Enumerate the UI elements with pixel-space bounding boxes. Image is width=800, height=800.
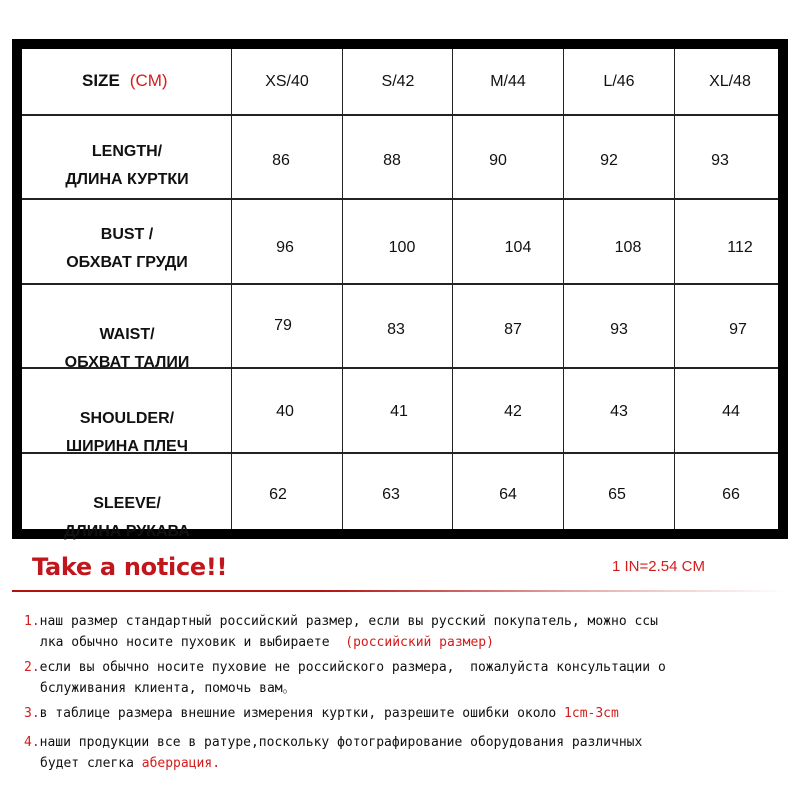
notice-list	[24, 611, 784, 778]
unit-label: (CM)	[129, 71, 168, 90]
table-cell: 92	[600, 152, 618, 169]
table-cell: 88	[383, 152, 401, 169]
item-text: будет слегка	[40, 756, 142, 771]
item-text: если вы обычно носите пуховие не российского размера, пожалуйста консультации о	[39, 660, 666, 675]
row-label-ru: ДЛИНА КУРТКИ	[65, 171, 189, 188]
size-label: SIZE	[82, 71, 120, 90]
item-highlight: 1cm-3cm	[564, 706, 619, 721]
table-cell: 83	[387, 321, 405, 338]
row-label-sleeve	[22, 490, 232, 546]
unit-conversion: 1 IN=2.54 CM	[612, 558, 705, 575]
table-cell: 87	[504, 321, 522, 338]
table-cell: 79	[274, 317, 292, 334]
table-cell: 62	[269, 486, 287, 503]
item-number: 2.	[24, 660, 40, 675]
item-highlight: аберрация.	[141, 756, 221, 771]
row-label-ru: ДЛИНА РУКАВА	[64, 523, 190, 540]
row-divider	[22, 114, 778, 116]
item-text: бслуживания клиента, помочь вам。	[40, 681, 296, 696]
table-cell: 104	[504, 239, 532, 256]
size-column-header: XS/40	[265, 73, 309, 90]
row-divider	[22, 198, 778, 200]
item-number: 4.	[24, 735, 40, 750]
size-column-header: S/42	[381, 73, 415, 90]
table-cell: 44	[722, 403, 740, 420]
column-divider	[342, 49, 343, 529]
row-label-length	[22, 138, 232, 194]
row-label-en: SHOULDER/	[79, 410, 175, 427]
table-cell: 97	[729, 321, 747, 338]
item-number: 1.	[24, 614, 40, 629]
item-text: в таблице размера внешние измерения куртки, разрешите ошибки около	[39, 706, 565, 721]
table-cell: 40	[276, 403, 294, 420]
item-text: лка обычно носите пуховик и выбираете	[40, 635, 346, 650]
row-label-en: SLEEVE/	[93, 495, 161, 512]
list-item	[24, 732, 784, 774]
row-label-ru: ШИРИНА ПЛЕЧ	[66, 438, 188, 455]
row-divider	[22, 283, 778, 285]
table-cell: 66	[722, 486, 740, 503]
table-cell: 64	[499, 486, 517, 503]
row-label-ru: ОБХВАТ ГРУДИ	[66, 254, 188, 271]
item-highlight: (российский размер)	[345, 635, 494, 650]
item-number: 3.	[24, 706, 40, 721]
table-cell: 108	[614, 239, 642, 256]
list-item	[24, 703, 784, 724]
item-text: наши продукции все в ратуре,поскольку фотографирование оборудования различных	[39, 735, 643, 750]
table-cell: 43	[610, 403, 628, 420]
size-column-header: M/44	[490, 73, 526, 90]
table-cell: 112	[727, 239, 753, 256]
row-label-ru: ОБХВАТ ТАЛИИ	[64, 354, 190, 371]
list-item	[24, 611, 784, 653]
row-label-en: BUST /	[100, 226, 154, 243]
size-header	[82, 71, 222, 91]
column-divider	[674, 49, 675, 529]
table-cell: 42	[504, 403, 522, 420]
column-divider	[563, 49, 564, 529]
divider-rule	[12, 590, 788, 592]
row-label-en: LENGTH/	[91, 143, 163, 160]
item-text: наш размер стандартный российский размер, если вы русский покупатель, можно ссы	[39, 614, 658, 629]
size-column-header: L/46	[603, 73, 635, 90]
row-label-bust	[22, 221, 232, 277]
table-cell: 41	[390, 403, 408, 420]
size-table	[12, 39, 788, 539]
list-item	[24, 657, 784, 699]
table-cell: 86	[272, 152, 290, 169]
row-label-en: WAIST/	[99, 326, 155, 343]
row-label-waist	[22, 321, 232, 377]
column-divider	[452, 49, 453, 529]
table-cell: 65	[608, 486, 626, 503]
table-cell: 63	[382, 486, 400, 503]
row-label-shoulder	[22, 405, 232, 461]
table-cell: 93	[711, 152, 729, 169]
table-cell: 100	[388, 239, 416, 256]
notice-title: Take a notice!!	[32, 553, 228, 581]
size-column-header: XL/48	[709, 73, 751, 90]
table-cell: 93	[610, 321, 628, 338]
table-cell: 90	[489, 152, 507, 169]
table-cell: 96	[276, 239, 294, 256]
